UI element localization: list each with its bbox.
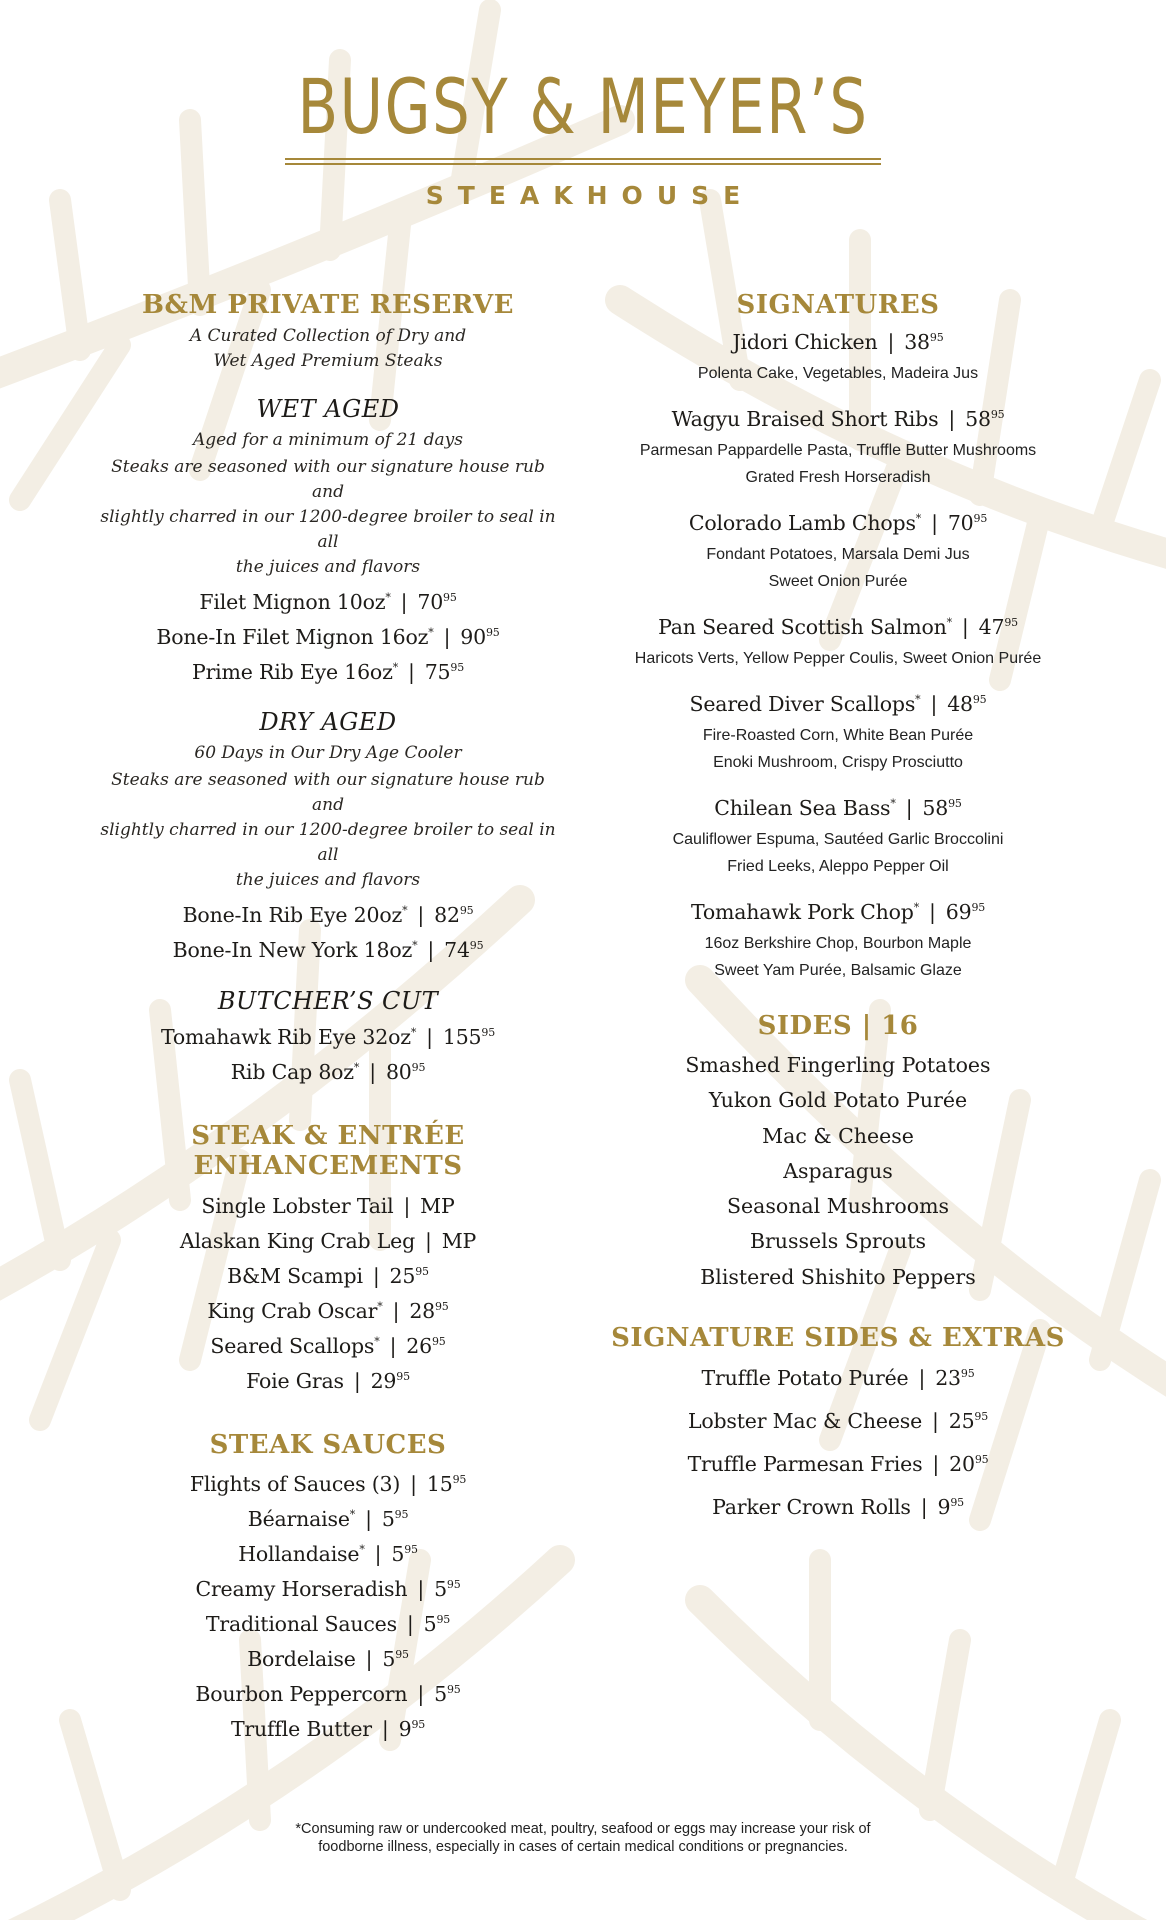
item-name: B&M Scampi — [227, 1264, 363, 1288]
item-name: Truffle Butter — [230, 1717, 372, 1741]
item-price-cents: 95 — [972, 693, 987, 706]
brand-double-rule — [285, 158, 881, 165]
item-price-cents: 95 — [1004, 616, 1018, 629]
menu-item — [608, 1404, 1068, 1439]
wet-aged-title: WET AGED — [256, 395, 400, 423]
item-price-cents: 95 — [929, 331, 944, 344]
raw-consumption-asterisk: * — [402, 904, 408, 917]
tagline-line: A Curated Collection of Dry and — [189, 326, 467, 346]
menu-item — [98, 1055, 558, 1090]
item-price-cents: 95 — [485, 626, 500, 639]
dry-aged-description — [98, 768, 558, 893]
item-price-cents: 95 — [411, 1718, 426, 1731]
item-price: 5 — [382, 1647, 396, 1671]
dish-description: Fondant Potatoes, Marsala Demi Jus — [706, 546, 970, 563]
item-price-cents: 95 — [950, 1496, 964, 1510]
price-separator: | — [400, 590, 408, 614]
dish-description: Grated Fresh Horseradish — [745, 469, 931, 486]
item-price-cents: 95 — [415, 1265, 429, 1278]
menu-item — [98, 1259, 558, 1294]
item-price: 58 — [922, 796, 949, 820]
item-price-cents: 95 — [974, 1410, 989, 1424]
price-separator: | — [365, 1647, 373, 1671]
item-price-cents: 95 — [431, 1335, 446, 1348]
menu-item — [98, 655, 558, 690]
item-price: MP — [441, 1229, 477, 1253]
description-line: Steaks are seasoned with our signature house rub and — [111, 770, 545, 815]
item-price: 28 — [409, 1299, 435, 1323]
item-price-cents: 95 — [960, 1367, 975, 1381]
description-line: Steaks are seasoned with our signature house rub and — [111, 457, 545, 502]
item-price-cents: 95 — [469, 939, 484, 952]
price-separator: | — [929, 900, 936, 924]
item-name: King Crab Oscar — [207, 1299, 378, 1323]
steak-sauces-items — [98, 1467, 558, 1747]
item-price: 5 — [381, 1507, 395, 1531]
steak-sauces-title: STEAK SAUCES — [209, 1430, 447, 1460]
description-line: slightly charred in our 1200-degree broiler to seal in all — [100, 820, 556, 865]
item-price: 48 — [947, 692, 973, 716]
item-name: Creamy Horseradish — [195, 1577, 408, 1601]
item-price-cents: 95 — [459, 904, 474, 917]
description-line: the juices and flavors — [235, 870, 421, 890]
menu-item — [98, 1329, 558, 1364]
price-separator: | — [381, 1717, 389, 1741]
menu-item — [98, 1364, 558, 1399]
item-price: 20 — [949, 1452, 975, 1477]
price-separator: | — [410, 1472, 417, 1496]
price-separator: | — [403, 1194, 411, 1218]
item-name: Truffle Parmesan Fries — [687, 1452, 923, 1477]
menu-item — [98, 1572, 558, 1607]
butchers-cut-items — [98, 1020, 558, 1090]
item-price: 58 — [965, 407, 991, 431]
sides-title: SIDES | 16 — [757, 1011, 919, 1041]
butchers-cut-title: BUTCHER’S CUT — [217, 987, 439, 1015]
raw-consumption-asterisk: * — [946, 616, 952, 629]
price-separator: | — [408, 660, 415, 684]
item-price-cents: 95 — [450, 661, 465, 674]
price-separator: | — [372, 1264, 380, 1288]
side-item: Blistered Shishito Peppers — [700, 1264, 976, 1289]
description-line: slightly charred in our 1200-degree broiler to seal in all — [100, 507, 556, 552]
raw-consumption-asterisk: * — [374, 1335, 380, 1348]
item-name: Prime Rib Eye 16oz — [191, 660, 393, 684]
item-price: 25 — [948, 1409, 975, 1434]
menu-item — [98, 898, 558, 933]
item-price: 38 — [904, 330, 930, 354]
item-price: 15 — [426, 1472, 453, 1496]
signature-dish — [608, 791, 1068, 880]
item-price: 25 — [389, 1264, 416, 1288]
menu-item — [608, 506, 1068, 541]
dish-description: Parmesan Pappardelle Pasta, Truffle Butter Mushrooms — [639, 442, 1037, 459]
price-separator: | — [920, 1495, 928, 1520]
item-price-cents: 95 — [443, 591, 457, 604]
price-separator: | — [930, 692, 938, 716]
item-price: 5 — [434, 1577, 447, 1601]
raw-consumption-asterisk: * — [410, 1026, 417, 1039]
raw-consumption-asterisk: * — [349, 1508, 356, 1521]
menu-item — [608, 402, 1068, 437]
item-price-cents: 95 — [973, 512, 988, 525]
item-name: Foie Gras — [246, 1369, 344, 1393]
signature-sides-title: SIGNATURE SIDES & EXTRAS — [611, 1323, 1065, 1354]
item-price-cents: 95 — [394, 1508, 409, 1521]
item-name: Tomahawk Rib Eye 32oz — [160, 1025, 411, 1049]
private-reserve-tagline — [98, 324, 558, 374]
item-price-cents: 95 — [395, 1648, 409, 1661]
item-name: Truffle Potato Purée — [701, 1366, 909, 1391]
enhancements-title — [98, 1121, 558, 1181]
item-name: Lobster Mac & Cheese — [687, 1409, 923, 1434]
item-price: 5 — [391, 1542, 405, 1566]
menu-item — [608, 687, 1068, 722]
dish-description: Fire-Roasted Corn, White Bean Purée — [702, 727, 974, 744]
item-price-cents: 95 — [481, 1026, 496, 1039]
price-separator: | — [948, 407, 956, 431]
item-price-cents: 95 — [971, 901, 986, 914]
price-separator: | — [417, 1577, 425, 1601]
menu-item — [98, 933, 558, 968]
raw-consumption-asterisk: * — [385, 591, 391, 604]
item-price: 5 — [434, 1682, 447, 1706]
menu-item — [98, 1642, 558, 1677]
raw-consumption-asterisk: * — [428, 626, 434, 639]
item-price-cents: 95 — [446, 1578, 461, 1591]
item-price-cents: 95 — [974, 1453, 989, 1467]
raw-consumption-asterisk: * — [890, 797, 896, 810]
price-separator: | — [918, 1366, 926, 1391]
item-price-cents: 95 — [396, 1370, 410, 1383]
price-separator: | — [374, 1542, 382, 1566]
dry-aged-title: DRY AGED — [259, 708, 397, 736]
item-name: Béarnaise — [247, 1507, 350, 1531]
item-name: Chilean Sea Bass — [714, 796, 891, 820]
item-name: Parker Crown Rolls — [712, 1495, 911, 1520]
item-price: 82 — [434, 903, 460, 927]
item-name: Pan Seared Scottish Salmon — [658, 615, 947, 639]
menu-item — [98, 1537, 558, 1572]
signature-dish — [608, 402, 1068, 491]
price-separator: | — [417, 903, 425, 927]
side-item: Mac & Cheese — [762, 1123, 914, 1148]
item-price: 70 — [417, 590, 444, 614]
menu-item — [98, 1467, 558, 1502]
item-price-cents: 95 — [452, 1473, 467, 1486]
menu-item — [98, 585, 558, 620]
brand-logo: BUGSY & MEYER’S — [297, 62, 869, 151]
item-name: Single Lobster Tail — [201, 1194, 394, 1218]
sides-items — [608, 1048, 1068, 1295]
side-item: Smashed Fingerling Potatoes — [685, 1053, 991, 1077]
menu-item — [98, 1712, 558, 1747]
right-column — [608, 290, 1068, 1525]
menu-item — [608, 1447, 1068, 1482]
item-price-cents: 95 — [435, 1300, 449, 1313]
price-separator: | — [425, 1229, 432, 1253]
price-separator: | — [427, 938, 435, 962]
dish-description: 16oz Berkshire Chop, Bourbon Maple — [704, 935, 972, 952]
signature-dish — [608, 895, 1068, 984]
item-price: 70 — [947, 511, 974, 535]
item-name: Seared Diver Scallops — [689, 692, 916, 716]
item-price: 29 — [370, 1369, 397, 1393]
dish-description: Polenta Cake, Vegetables, Madeira Jus — [697, 365, 979, 382]
price-separator: | — [417, 1682, 425, 1706]
item-name: Bone-In Filet Mignon 16oz — [156, 625, 429, 649]
signature-dish — [608, 506, 1068, 595]
price-separator: | — [932, 1409, 939, 1434]
wet-aged-items — [98, 585, 558, 690]
menu-item — [98, 1607, 558, 1642]
footnote-line: foodborne illness, especially in cases of certain medical conditions or pregnancies. — [318, 1839, 848, 1855]
private-reserve-title: B&M PRIVATE RESERVE — [142, 290, 514, 320]
wet-aged-note: Aged for a minimum of 21 days — [193, 430, 463, 450]
item-price: 23 — [935, 1366, 961, 1391]
raw-consumption-asterisk: * — [915, 693, 921, 706]
price-separator: | — [905, 796, 913, 820]
item-price: 75 — [424, 660, 451, 684]
item-price: MP — [420, 1194, 455, 1218]
item-price: 9 — [937, 1495, 951, 1520]
side-item: Brussels Sprouts — [749, 1229, 927, 1254]
item-name: Filet Mignon 10oz — [199, 590, 386, 614]
raw-consumption-asterisk: * — [913, 901, 920, 914]
item-name: Seared Scallops — [210, 1334, 375, 1358]
price-separator: | — [426, 1025, 433, 1049]
price-separator: | — [932, 1452, 940, 1477]
price-separator: | — [406, 1612, 414, 1636]
item-price-cents: 95 — [948, 797, 962, 810]
item-price: 90 — [460, 625, 486, 649]
signature-dish — [608, 325, 1068, 387]
menu-item — [608, 1490, 1068, 1525]
title-line: ENHANCEMENTS — [193, 1151, 463, 1181]
price-separator: | — [961, 615, 969, 639]
item-name: Bone-In Rib Eye 20oz — [182, 903, 403, 927]
raw-consumption-asterisk: * — [377, 1300, 383, 1313]
consumer-advisory-footnote — [0, 1820, 1166, 1856]
footnote-line: *Consuming raw or undercooked meat, poultry, seafood or eggs may increase your risk of — [295, 1821, 871, 1837]
item-name: Bourbon Peppercorn — [195, 1682, 408, 1706]
dish-description: Cauliflower Espuma, Sautéed Garlic Broccolini — [672, 831, 1004, 848]
side-item: Seasonal Mushrooms — [726, 1194, 950, 1219]
signature-dish — [608, 687, 1068, 776]
side-item: Asparagus — [783, 1158, 893, 1183]
description-line: the juices and flavors — [235, 557, 421, 577]
menu-item — [98, 1020, 558, 1055]
signatures-title: SIGNATURES — [736, 290, 940, 320]
price-separator: | — [365, 1507, 372, 1531]
side-item: Yukon Gold Potato Purée — [708, 1088, 968, 1113]
price-separator: | — [392, 1299, 400, 1323]
item-price-cents: 95 — [404, 1543, 418, 1556]
raw-consumption-asterisk: * — [392, 661, 398, 674]
menu-item — [608, 325, 1068, 360]
item-name: Tomahawk Pork Chop — [690, 900, 914, 924]
signatures-items — [608, 325, 1068, 984]
price-separator: | — [369, 1060, 376, 1084]
price-separator: | — [353, 1369, 361, 1393]
item-price-cents: 95 — [436, 1613, 451, 1626]
dish-description: Sweet Yam Purée, Balsamic Glaze — [714, 962, 962, 979]
price-separator: | — [443, 625, 451, 649]
menu-item — [98, 1294, 558, 1329]
signature-sides-items — [608, 1361, 1068, 1525]
item-price: 47 — [978, 615, 1005, 639]
menu-item — [98, 1189, 558, 1224]
raw-consumption-asterisk: * — [412, 939, 418, 952]
tagline-line: Wet Aged Premium Steaks — [213, 351, 443, 371]
item-name: Bone-In New York 18oz — [172, 938, 413, 962]
item-name: Jidori Chicken — [732, 330, 878, 354]
menu-item — [98, 1502, 558, 1537]
item-price-cents: 95 — [446, 1683, 461, 1696]
item-name: Rib Cap 8oz — [230, 1060, 354, 1084]
menu-item — [98, 1224, 558, 1259]
raw-consumption-asterisk: * — [353, 1061, 360, 1074]
raw-consumption-asterisk: * — [915, 512, 922, 525]
menu-item — [608, 1361, 1068, 1396]
item-price: 69 — [945, 900, 972, 924]
raw-consumption-asterisk: * — [359, 1543, 365, 1556]
price-separator: | — [887, 330, 895, 354]
item-name: Bordelaise — [247, 1647, 356, 1671]
wet-aged-description — [98, 455, 558, 580]
item-name: Alaskan King Crab Leg — [179, 1229, 416, 1253]
item-price: 155 — [442, 1025, 482, 1049]
item-price-cents: 95 — [411, 1061, 426, 1074]
dish-description: Fried Leeks, Aleppo Pepper Oil — [727, 858, 949, 875]
item-price: 26 — [406, 1334, 432, 1358]
dish-description: Sweet Onion Purée — [768, 573, 908, 590]
enhancements-items — [98, 1189, 558, 1399]
item-name: Traditional Sauces — [205, 1612, 397, 1636]
menu-header — [0, 62, 1166, 210]
price-separator: | — [931, 511, 938, 535]
menu-item — [608, 791, 1068, 826]
dish-description: Haricots Verts, Yellow Pepper Coulis, Sweet Onion Purée — [634, 650, 1042, 667]
item-name: Wagyu Braised Short Ribs — [671, 407, 939, 431]
item-price: 80 — [385, 1060, 412, 1084]
left-column — [98, 290, 558, 1747]
item-price-cents: 95 — [990, 408, 1005, 421]
menu-item — [98, 1677, 558, 1712]
dish-description: Enoki Mushroom, Crispy Prosciutto — [713, 754, 963, 771]
item-price: 5 — [423, 1612, 437, 1636]
menu-item — [608, 895, 1068, 930]
item-name: Hollandaise — [238, 1542, 360, 1566]
dry-aged-note: 60 Days in Our Dry Age Cooler — [194, 743, 462, 763]
dry-aged-items — [98, 898, 558, 968]
item-name: Flights of Sauces (3) — [189, 1472, 401, 1496]
menu-item — [98, 620, 558, 655]
brand-subtitle: STEAKHOUSE — [425, 181, 755, 210]
item-name: Colorado Lamb Chops — [688, 511, 916, 535]
signature-dish — [608, 610, 1068, 672]
menu-item — [608, 610, 1068, 645]
title-line: STEAK & ENTRÉE — [191, 1121, 465, 1151]
item-price: 74 — [444, 938, 470, 962]
price-separator: | — [389, 1334, 397, 1358]
item-price: 9 — [398, 1717, 412, 1741]
